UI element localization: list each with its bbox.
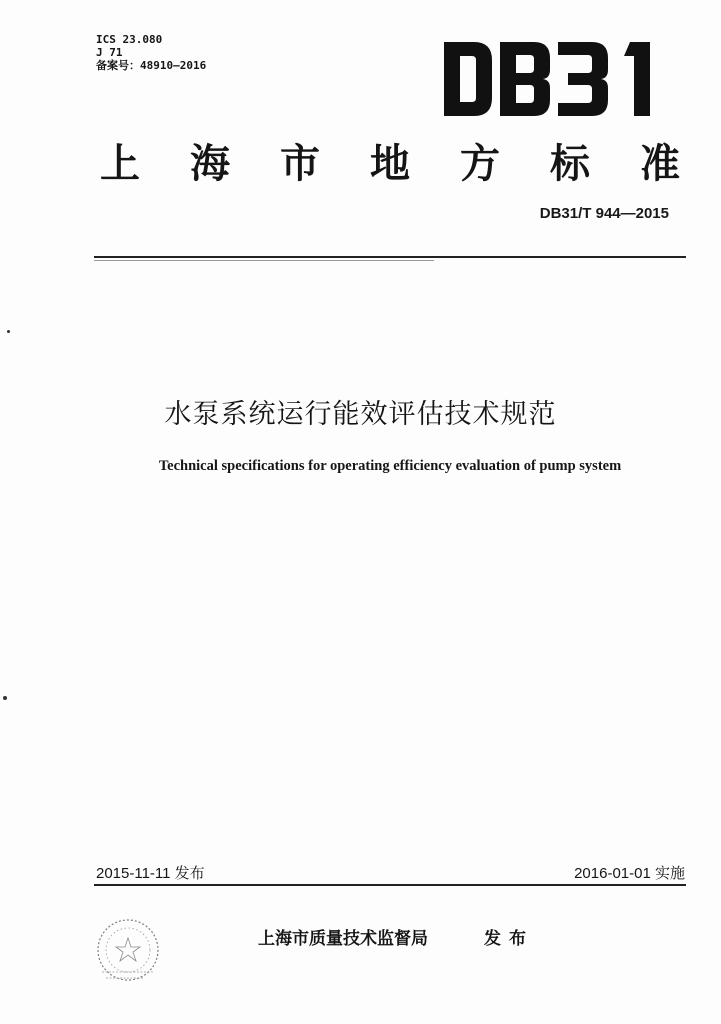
db31-logo: [440, 40, 662, 118]
title-char: 地: [370, 139, 410, 187]
publisher-name: 上海市质量技术监督局: [258, 929, 428, 949]
issue-date: 2015-11-11 发布: [96, 865, 205, 882]
title-char: 上: [100, 139, 140, 187]
top-divider-thin: [94, 260, 434, 261]
scan-speck: [3, 696, 7, 700]
standard-number: DB31/T 944—2015: [539, 205, 669, 222]
ics-code: ICS 23.080: [96, 33, 163, 46]
title-char: 标: [550, 139, 590, 187]
standard-type-title: [100, 135, 680, 185]
official-seal-icon: [92, 914, 164, 986]
implementation-date: 2016-01-01 实施: [574, 865, 685, 882]
title-char: 海: [190, 139, 230, 187]
scan-speck: [7, 330, 10, 333]
record-number: 备案号：48910—2016: [96, 59, 207, 72]
classification-block: [96, 33, 206, 72]
title-char: 准: [640, 139, 680, 187]
top-divider: [94, 256, 686, 258]
title-char: 市: [280, 139, 320, 187]
bottom-divider: [94, 884, 686, 886]
document-title-chinese: 水泵系统运行能效评估技术规范: [164, 399, 557, 430]
document-title-english: Technical specifications for operating efficiency evaluation of pump system: [158, 458, 622, 474]
title-char: 方: [460, 139, 500, 187]
publish-label: 发布: [484, 929, 534, 949]
ccs-code: J 71: [96, 46, 123, 59]
